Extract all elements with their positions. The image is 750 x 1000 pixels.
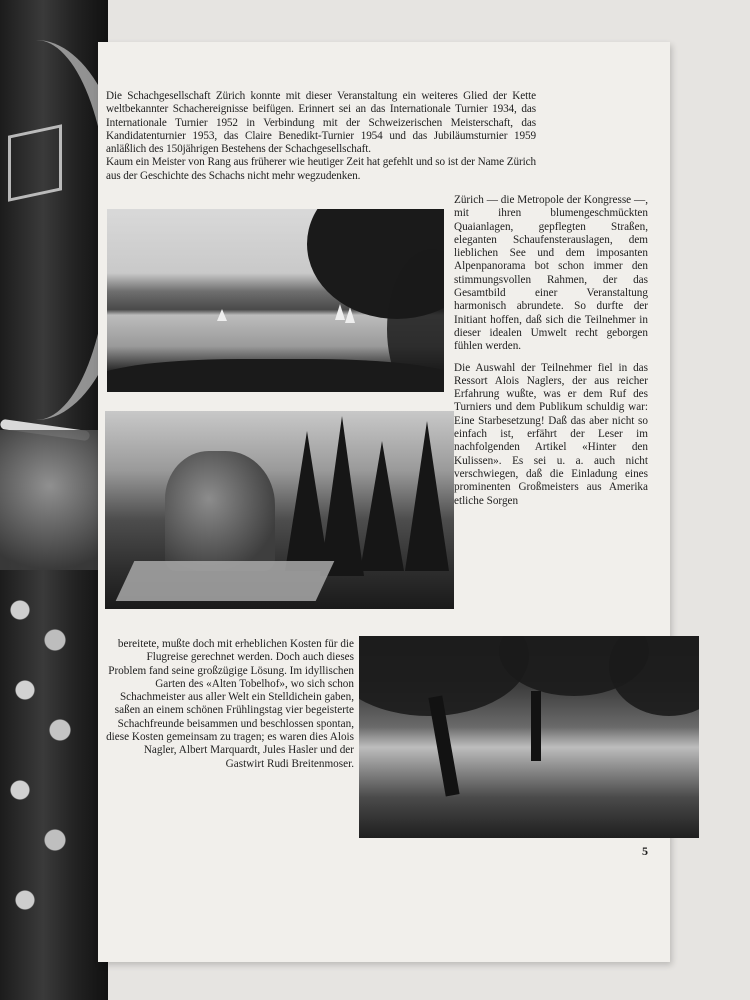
intro-paragraph (106, 90, 536, 183)
page-number: 5 (642, 844, 648, 858)
magazine-page (98, 42, 670, 962)
right-paragraph-2: Die Auswahl der Teilnehmer fiel in das Ressort Alois Naglers, der aus reicher Erfahrung wußte, was er dem Ruf des Turniers und dem Publikum schuldig war: Eine Starbesetzung! Daß das aber nicht so einfach ist, erfährt der Leser im nachfolgenden Artikel «Hinter den Kulissen». Es sei u. a. auch nicht verschwiegen, daß die Einladung eines prominenten Großmeisters aus Amerika etliche Sorgen (454, 361, 648, 507)
sailboat (217, 309, 227, 321)
garden-photo (359, 636, 699, 838)
rock-outcrop (165, 451, 275, 571)
park-rock-photo (105, 411, 454, 609)
crowd-graphic (0, 580, 100, 960)
tree-graphic (0, 430, 110, 570)
tree-canopy (609, 636, 699, 716)
foreground-bushes (107, 359, 444, 392)
pine-tree (405, 421, 449, 571)
pine-tree (320, 416, 364, 576)
lake-zurich-photo (107, 209, 444, 392)
intro-text-2: Kaum ein Meister von Rang aus früherer wie heutiger Zeit hat gefehlt und so ist der Name Zürich aus der Geschichte des Schachs nicht mehr wegzudenken. (106, 156, 536, 182)
tree-trunk (531, 691, 541, 761)
pine-tree (360, 441, 404, 571)
right-text-column (454, 194, 648, 516)
previous-page-photo (0, 0, 108, 1000)
bottom-text-column: bereitete, mußte doch mit erheblichen Kosten für die Flugreise gerechnet werden. Doch auch dieses Problem fand seine großzügige Lösung. Im idyllischen Garten des «Alten Tobelhof», wo sich schon Schachmeister aus aller Welt ein Stelldichein gaben, saßen an einem schönen Frühlingstag vier begeisterte Schachfreunde beisammen und beschlossen spontan, diese Kosten gemeinsam zu tragen; es waren dies Alois Nagler, Albert Marquardt, Jules Hasler und der Gastwirt Rudi Breitenmoser. (106, 638, 354, 770)
park-path (116, 561, 335, 601)
tram-graphic (8, 124, 62, 201)
right-paragraph-1: Zürich — die Metropole der Kongresse —, mit ihren blumengeschmückten Quaianlagen, gepflegten Straßen, eleganten Schaufensterauslagen, dem lieblichen See und dem imposanten Alpenpanorama bot schon immer den stimmungsvollen Rahmen, der das Gesamtbild einer Veranstaltung harmonisch abrundete. So durfte der Initiant hoffen, daß sich die Teilnehmer in dieser idealen Umwelt recht geborgen fühlen werden. (454, 194, 648, 353)
sailboat (335, 304, 345, 320)
intro-text: Die Schachgesellschaft Zürich konnte mit dieser Veranstaltung ein weiteres Glied der Kette weltbekannter Schachereignisse beifügen. Erinnert sei an das Internationale Turnier 1934, das Internationale Turnier 1952 in Verbindung mit der Schweizerischen Meisterschaft, das Kandidatenturnier 1953, das Claire Benedikt-Turnier 1954 und das Jubiläumsturnier 1959 anläßlich des 150jährigen Bestehens der Schachgesellschaft. (106, 90, 536, 156)
